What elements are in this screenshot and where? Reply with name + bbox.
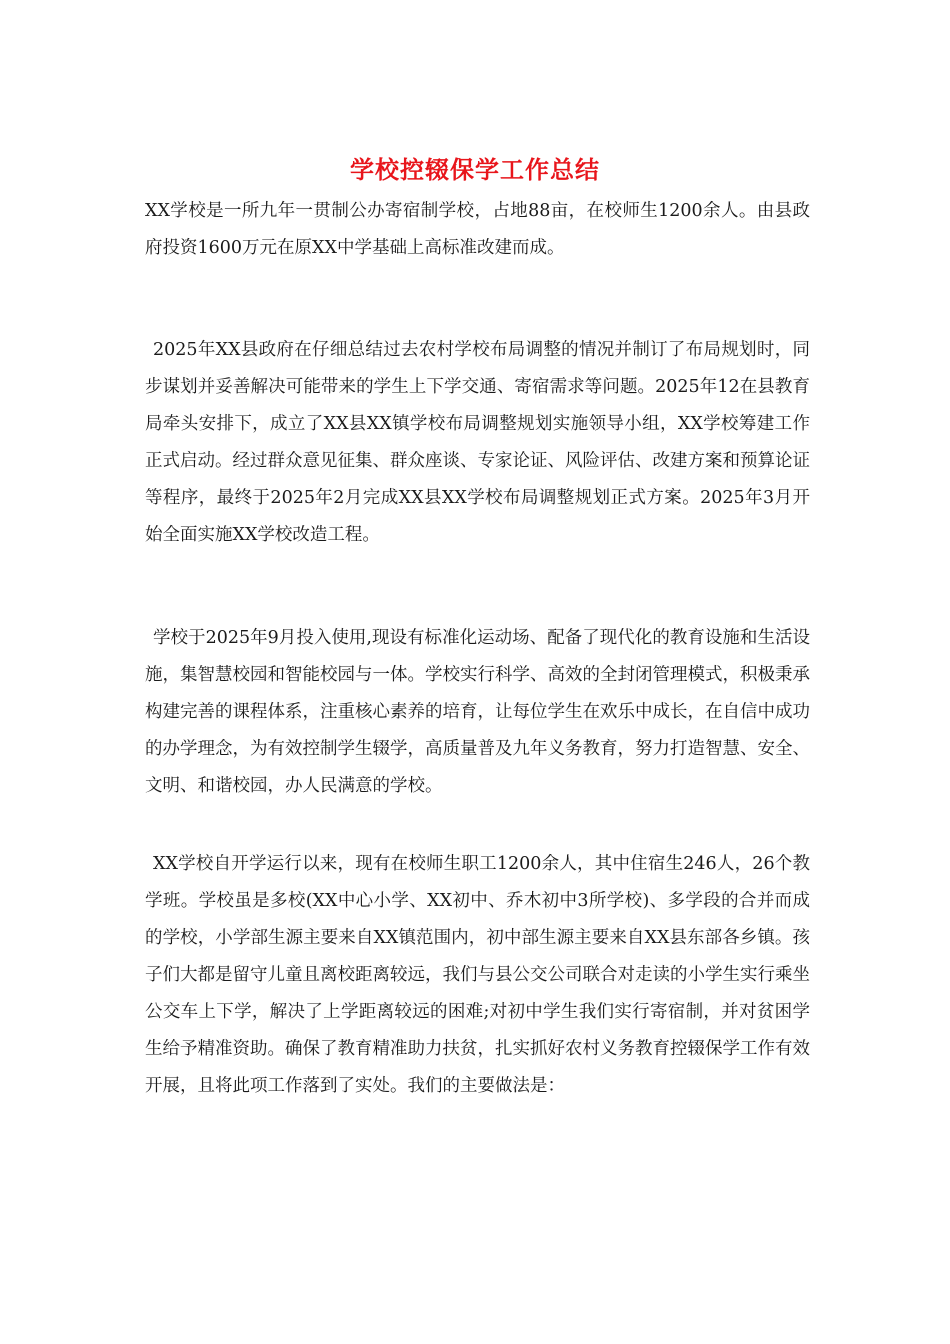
- paragraph-planning-history: 2025年XX县政府在仔细总结过去农村学校布局调整的情况并制订了布局规划时，同步谋划并妥善解决可能带来的学生上下学交通、寄宿需求等问题。2025年12在县教育局牵头安排下，成立了XX县XX镇学校布局调整规划实施领导小组，XX学校筹建工作正式启动。经过群众意见征集、群众座谈、专家论证、风险评估、改建方案和预算论证等程序，最终于2025年2月完成XX县XX学校布局调整规划正式方案。2025年3月开始全面实施XX学校改造工程。: [145, 340, 810, 545]
- paragraph-student-situation: XX学校自开学运行以来，现有在校师生职工1200余人，其中住宿生246人，26个教学班。学校虽是多校(XX中心小学、XX初中、乔木初中3所学校)、多学段的合并而成的学校，小学部生源主要来自XX镇范围内，初中部生源主要来自XX县东部各乡镇。孩子们大都是留守儿童且离校距离较远，我们与县公交公司联合对走读的小学生实行乘坐公交车上下学，解决了上学距离较远的困难;对初中学生我们实行寄宿制，并对贫困学生给予精准资助。确保了教育精准助力扶贫，扎实抓好农村义务教育控辍保学工作有效开展，且将此项工作落到了实处。我们的主要做法是：: [145, 854, 810, 1096]
- paragraph-school-facilities: 学校于2025年9月投入使用,现设有标准化运动场、配备了现代化的教育设施和生活设施，集智慧校园和智能校园与一体。学校实行科学、高效的全封闭管理模式，积极秉承 构建完善的课程体系，注重核心素养的培育，让每位学生在欢乐中成长，在自信中成功 的办学理念，为有效控制学生辍学，高质量普及九年义务教育，努力打造智慧、安全、文明、和谐校园，办人民满意的学校。: [145, 628, 810, 796]
- document-title: 学校控辍保学工作总结: [350, 155, 600, 184]
- paragraph-school-overview: XX学校是一所九年一贯制公办寄宿制学校，占地88亩，在校师生1200余人。由县政府投资1600万元在原XX中学基础上高标准改建而成。: [145, 201, 810, 258]
